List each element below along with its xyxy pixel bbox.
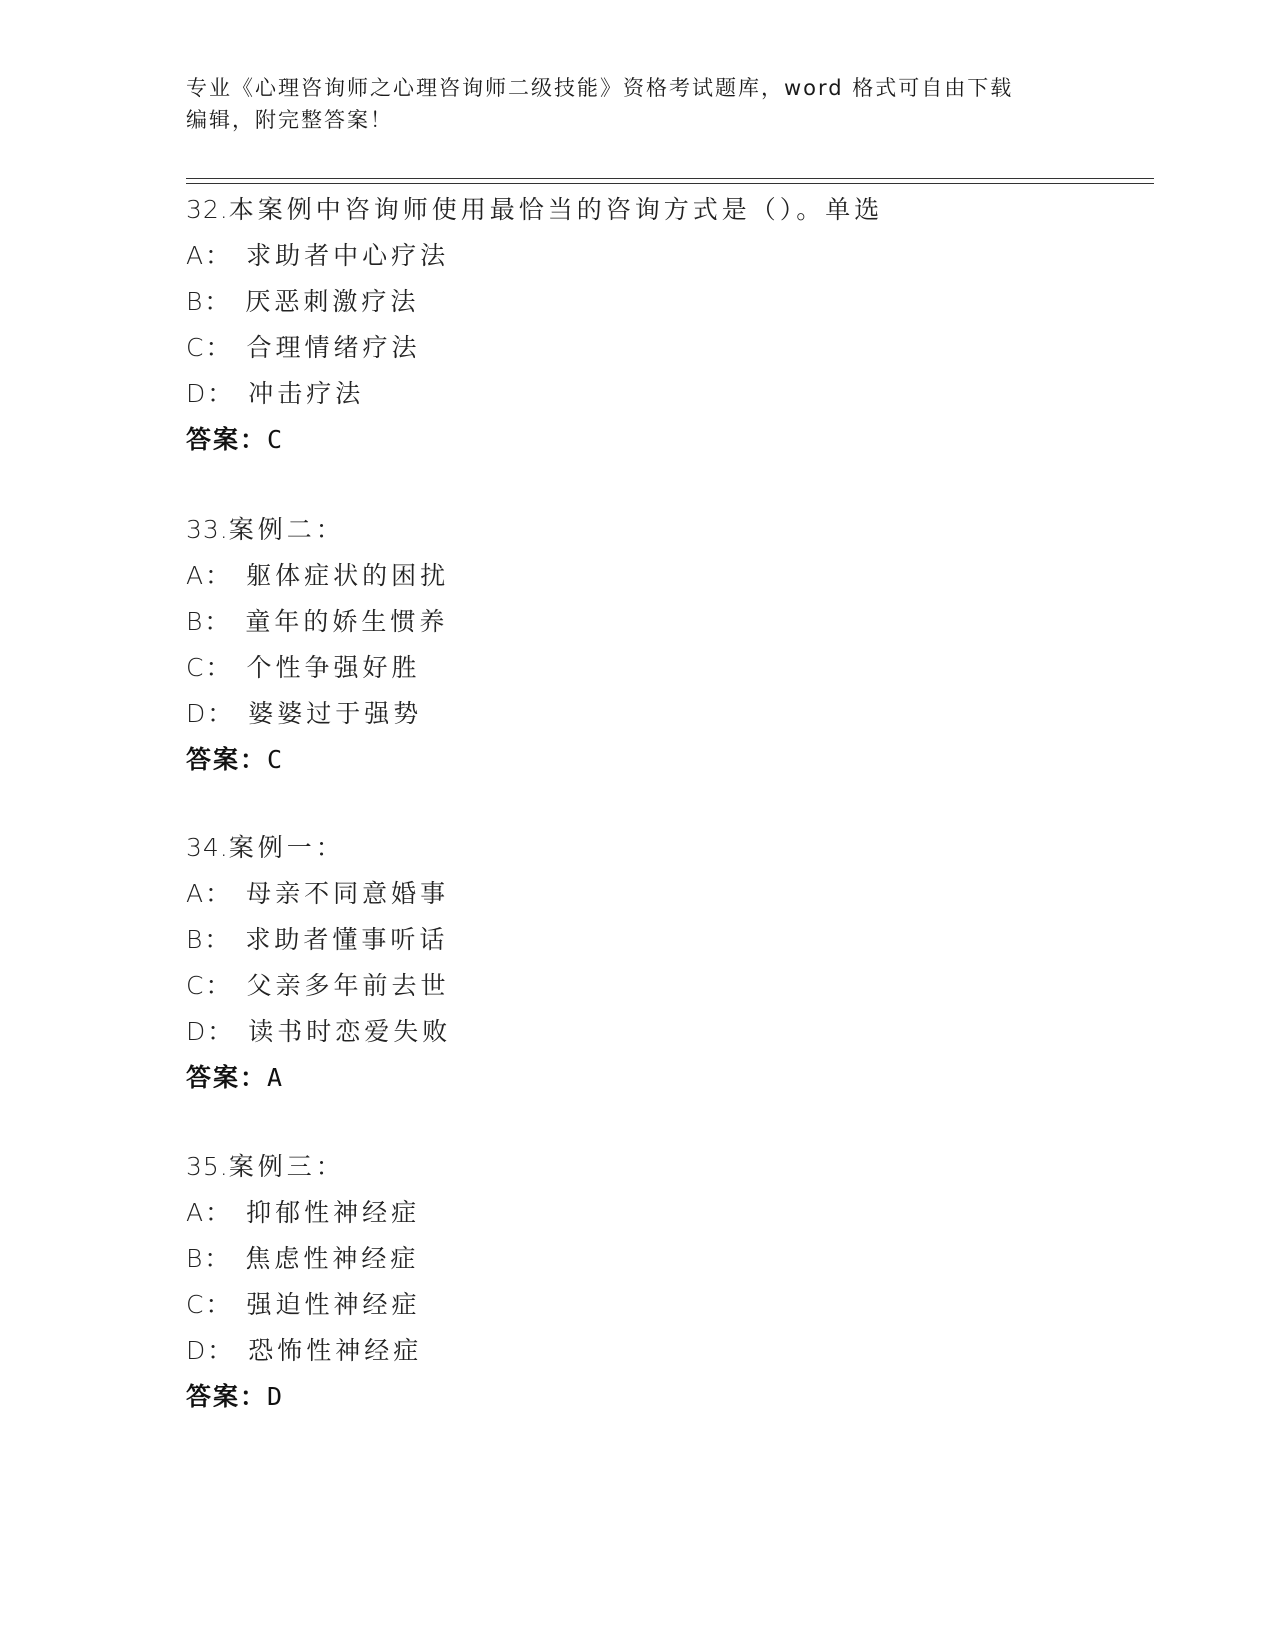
option-d [186, 371, 1146, 417]
option-key: A： [186, 1198, 233, 1227]
answer-label: 答案： [186, 425, 268, 454]
question-34 [186, 825, 1146, 1101]
option-text: 恐怖性神经症 [248, 1336, 423, 1365]
option-text: 躯体症状的困扰 [246, 561, 450, 590]
option-text: 童年的娇生惯养 [245, 607, 449, 636]
option-text: 父亲多年前去世 [246, 971, 450, 1000]
option-key: B： [186, 925, 232, 954]
option-key: C： [186, 653, 233, 682]
option-text: 焦虑性神经症 [245, 1244, 420, 1273]
question-number: 32. [186, 195, 229, 224]
option-key: B： [186, 1244, 232, 1273]
option-text: 抑郁性神经症 [246, 1198, 421, 1227]
option-text: 强迫性神经症 [246, 1290, 421, 1319]
header-divider-bottom [186, 183, 1154, 184]
option-text: 求助者中心疗法 [246, 241, 450, 270]
question-stem [186, 187, 1146, 233]
option-c [186, 963, 1146, 1009]
option-a [186, 1190, 1146, 1236]
question-32 [186, 187, 1146, 463]
header-line-2: 编辑，附完整答案！ [186, 108, 393, 132]
option-key: B： [186, 287, 232, 316]
answer-line [186, 737, 1146, 783]
option-key: A： [186, 241, 233, 270]
option-b [186, 279, 1146, 325]
option-text: 个性争强好胜 [246, 653, 421, 682]
option-b [186, 917, 1146, 963]
option-key: A： [186, 561, 233, 590]
option-d [186, 1009, 1146, 1055]
answer-value: D [267, 1382, 285, 1411]
question-text: 本案例中咨询师使用最恰当的咨询方式是（）。单选 [228, 195, 884, 224]
option-text: 合理情绪疗法 [246, 333, 421, 362]
option-key: C： [186, 971, 233, 1000]
option-text: 厌恶刺激疗法 [245, 287, 420, 316]
option-text: 读书时恋爱失败 [248, 1017, 452, 1046]
answer-value: C [267, 745, 285, 774]
option-key: D： [186, 379, 235, 408]
question-stem [186, 1144, 1146, 1190]
option-text: 婆婆过于强势 [248, 699, 423, 728]
answer-value: A [267, 1063, 285, 1092]
option-key: A： [186, 879, 233, 908]
option-text: 求助者懂事听话 [245, 925, 449, 954]
option-key: D： [186, 1336, 235, 1365]
option-d [186, 1328, 1146, 1374]
question-stem [186, 825, 1146, 871]
option-b [186, 1236, 1146, 1282]
answer-label: 答案： [186, 1382, 268, 1411]
option-key: D： [186, 699, 235, 728]
option-a [186, 871, 1146, 917]
option-text: 母亲不同意婚事 [246, 879, 450, 908]
option-a [186, 553, 1146, 599]
option-key: D： [186, 1017, 235, 1046]
answer-line [186, 417, 1146, 463]
option-key: B： [186, 607, 232, 636]
answer-label: 答案： [186, 1063, 268, 1092]
option-c [186, 645, 1146, 691]
document-header [186, 72, 1086, 136]
answer-line [186, 1374, 1146, 1420]
question-number: 33. [186, 515, 229, 544]
option-text: 冲击疗法 [248, 379, 365, 408]
option-d [186, 691, 1146, 737]
answer-label: 答案： [186, 745, 268, 774]
header-divider-top [186, 178, 1154, 179]
header-line-1: 专业《心理咨询师之心理咨询师二级技能》资格考试题库，word 格式可自由下载 [186, 76, 1014, 100]
question-stem [186, 507, 1146, 553]
question-35 [186, 1144, 1146, 1420]
answer-value: C [267, 425, 285, 454]
option-key: C： [186, 1290, 233, 1319]
question-text: 案例一： [228, 833, 345, 862]
answer-line [186, 1055, 1146, 1101]
option-c [186, 325, 1146, 371]
question-text: 案例三： [228, 1152, 345, 1181]
question-number: 34. [186, 833, 229, 862]
question-33 [186, 507, 1146, 783]
option-b [186, 599, 1146, 645]
option-c [186, 1282, 1146, 1328]
option-a [186, 233, 1146, 279]
option-key: C： [186, 333, 233, 362]
question-text: 案例二： [228, 515, 345, 544]
question-number: 35. [186, 1152, 229, 1181]
